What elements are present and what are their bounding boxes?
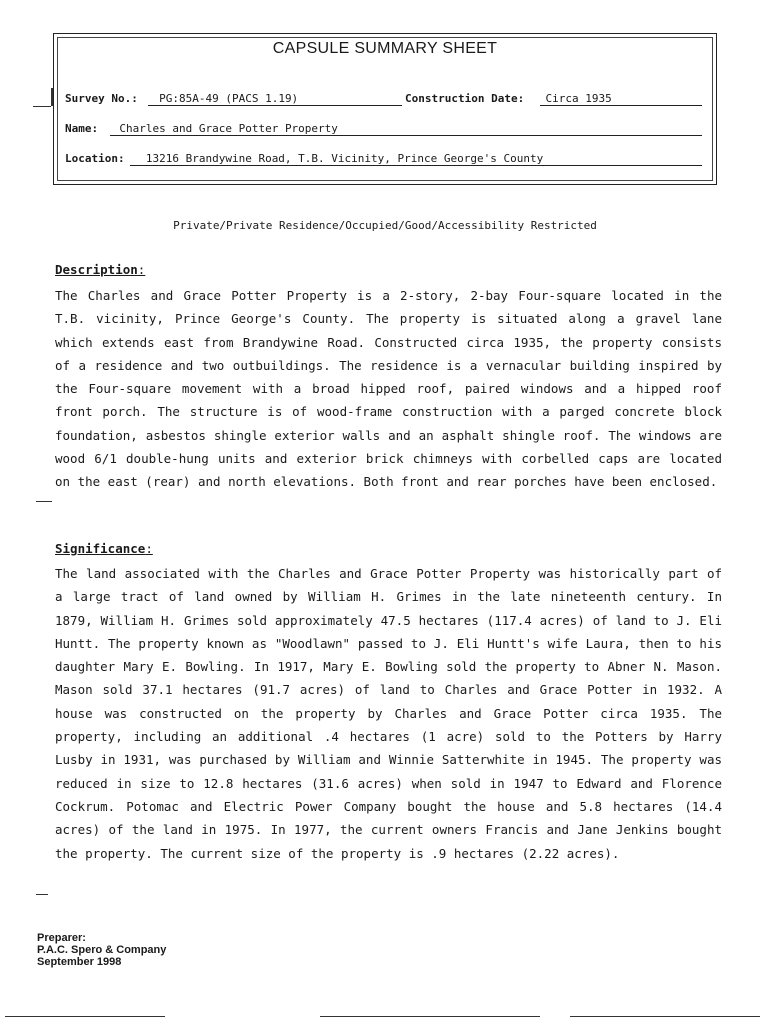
preparer-company: P.A.C. Spero & Company	[37, 944, 167, 956]
scan-mark	[33, 106, 51, 107]
survey-number-underline	[148, 105, 402, 106]
name-value: Charles and Grace Potter Property	[119, 122, 338, 135]
construction-date-label: Construction Date:	[405, 92, 525, 105]
footer-scan-line	[320, 1016, 540, 1017]
survey-number-label: Survey No.:	[65, 92, 138, 105]
name-field	[65, 122, 338, 135]
name-underline	[110, 135, 702, 136]
significance-text: The land associated with the Charles and Grace Potter Property was historically part of a large tract of land owned by William H. Grimes in the late nineteenth century. In 1879, William H. Grimes sold approximately 47.5 hectares (117.4 acres) of land to J. Eli Huntt. The property known as "Woodlawn" passed to J. Eli Huntt's wife Laura, then to his daughter Mary E. Bowling. In 1917, Mary E. Bowling sold the property to Abner N. Mason. Mason sold 37.1 hectares (91.7 acres) of land to Charles and Grace Potter in 1932. A house was constructed on the property by Charles and Grace Potter circa 1935. The property, including an additional .4 hectares (1 acre) sold to the Potters by Harry Lusby in 1931, was purchased by William and Winnie Satterwhite in 1945. The property was reduced in size to 12.8 hectares (31.6 acres) when sold in 1947 to Edward and Florence Cockrum. Potomac and Electric Power Company bought the house and 5.8 hectares (14.4 acres) of the land in 1975. In 1977, the current owners Francis and Jane Jenkins bought the property. The current size of the property is .9 hectares (2.22 acres).	[55, 566, 722, 861]
survey-number-value: PG:85A-49 (PACS 1.19)	[159, 92, 299, 105]
description-heading-text: Description	[55, 262, 138, 277]
description-heading-colon: :	[137, 262, 146, 277]
survey-number-field	[65, 92, 298, 105]
construction-date-value: Circa 1935	[545, 92, 612, 105]
description-text: The Charles and Grace Potter Property is a 2-story, 2-bay Four-square located in the T.B. vicinity, Prince George's County. The property is situated along a gravel lane which extends east from Brandywine Road. Constructed circa 1935, the property consists of a residence and two outbuildings. The residence is a vernacular building inspired by the Four-square movement with a broad hipped roof, paired windows and a hipped roof front porch. The structure is of wood-frame construction with a parged concrete block foundation, asbestos shingle exterior walls and an asphalt shingle roof. The windows are wood 6/1 double-hung units and exterior brick chimneys with corbelled caps are located on the east (rear) and north elevations. Both front and rear porches have been enclosed.	[55, 288, 722, 490]
preparer-date: September 1998	[37, 956, 122, 968]
construction-date-underline	[540, 105, 702, 106]
scan-mark	[36, 894, 48, 895]
footer-scan-line	[5, 1016, 165, 1017]
description-heading	[55, 262, 145, 277]
footer-scan-line	[570, 1016, 760, 1017]
location-underline	[130, 165, 702, 166]
location-field	[65, 152, 543, 165]
preparer-label: Preparer:	[37, 932, 86, 944]
name-label: Name:	[65, 122, 99, 135]
construction-date-field	[405, 92, 612, 105]
scan-mark	[51, 88, 53, 106]
sheet-title: CAPSULE SUMMARY SHEET	[272, 40, 498, 57]
scan-mark	[36, 501, 52, 502]
preparer-block	[37, 932, 166, 968]
significance-heading	[55, 541, 153, 556]
location-value: 13216 Brandywine Road, T.B. Vicinity, Prince George's County	[145, 152, 544, 165]
property-status: Private/Private Residence/Occupied/Good/Accessibility Restricted	[173, 219, 597, 232]
location-label: Location:	[65, 152, 125, 165]
significance-heading-text: Significance	[55, 541, 146, 556]
significance-heading-colon: :	[145, 541, 153, 556]
